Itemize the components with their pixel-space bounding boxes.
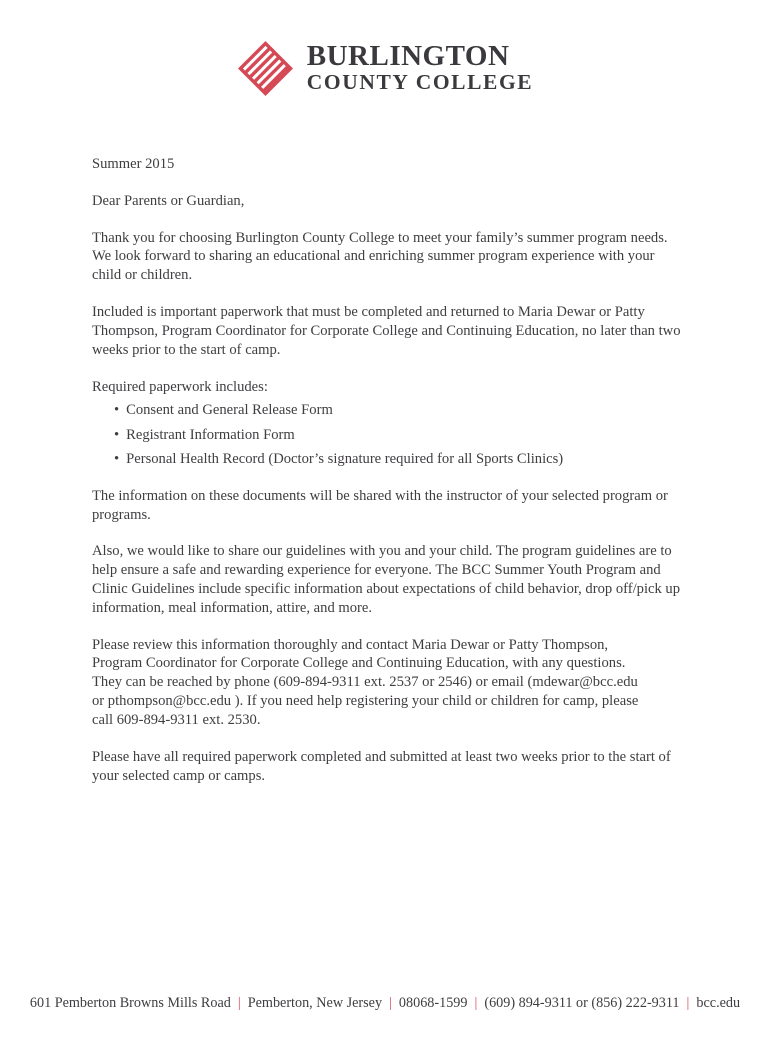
footer-address: 601 Pemberton Browns Mills Road bbox=[29, 995, 231, 1011]
paragraph-contact: Please review this information thoroughly and contact Maria Dewar or Patty Thompson, Program Coordinator for Corporate College and Continuing Education, with any questions. They can be reached by phone (609-894-9311 ext. 2537 or 2546) or email (mdewar@bcc.edu or pthompson@bcc.edu ). If you need help registering your child or children for camp, please call 609-894-9311 ext. 2530. bbox=[92, 636, 639, 728]
list-item-label: Personal Health Record (Doctor’s signature required for all Sports Clinics) bbox=[126, 450, 564, 467]
college-name-primary: BURLINGTON bbox=[306, 39, 510, 72]
footer-phone: (609) 894-9311 or (856) 222-9311 bbox=[484, 995, 680, 1011]
paragraph-paperwork: Included is important paperwork that must be completed and returned to Maria Dewar or Patty Thompson, Program Coordinator for Corporate College and Continuing Education, no later than two weeks prior to the start of camp. bbox=[92, 304, 681, 358]
bullet-icon: • bbox=[114, 402, 120, 419]
footer-separator: | bbox=[237, 995, 241, 1011]
list-item-label: Consent and General Release Form bbox=[126, 402, 333, 419]
footer-city: Pemberton, New Jersey bbox=[247, 995, 383, 1011]
footer-separator: | bbox=[686, 995, 690, 1011]
required-paperwork-heading: Required paperwork includes: bbox=[92, 378, 268, 395]
college-logo bbox=[0, 40, 770, 97]
bullet-icon: • bbox=[114, 426, 120, 443]
paragraph-information-shared: The information on these documents will be shared with the instructor of your selected program or programs. bbox=[92, 487, 668, 523]
letter-page bbox=[0, 39, 770, 1011]
letter-body bbox=[92, 155, 686, 785]
footer-separator: | bbox=[474, 995, 478, 1011]
paragraph-closing: Please have all required paperwork completed and submitted at least two weeks prior to the start of your selected camp or camps. bbox=[92, 748, 671, 784]
footer-zip: 08068-1599 bbox=[398, 995, 468, 1011]
college-name-block bbox=[306, 39, 534, 95]
footer-separator: | bbox=[389, 995, 392, 1011]
footer-website: bcc.edu bbox=[696, 995, 741, 1011]
bullet-icon: • bbox=[114, 450, 120, 467]
college-logo-mark-icon bbox=[237, 40, 294, 97]
paragraph-guidelines: Also, we would like to share our guidelines with you and your child. The program guidelines are to help ensure a safe and rewarding experience for everyone. The BCC Summer Youth Program and Clinic Guidelines include specific information about expectations of child behavior, drop off/pick up information, meal information, attire, and more. bbox=[92, 543, 681, 616]
list-item-consent-form bbox=[114, 401, 686, 420]
footer bbox=[0, 995, 770, 1012]
required-paperwork-list bbox=[92, 401, 686, 468]
list-item-registrant-form bbox=[114, 426, 686, 445]
list-item-label: Registrant Information Form bbox=[126, 426, 295, 443]
list-item-health-record bbox=[114, 450, 686, 469]
salutation: Dear Parents or Guardian, bbox=[92, 192, 245, 209]
letter-date: Summer 2015 bbox=[92, 156, 175, 172]
paragraph-intro: Thank you for choosing Burlington County College to meet your family’s summer program needs. We look forward to sharing an educational and enriching summer program experience with your child or children. bbox=[92, 229, 668, 284]
college-name-secondary: COUNTY COLLEGE bbox=[306, 70, 534, 95]
